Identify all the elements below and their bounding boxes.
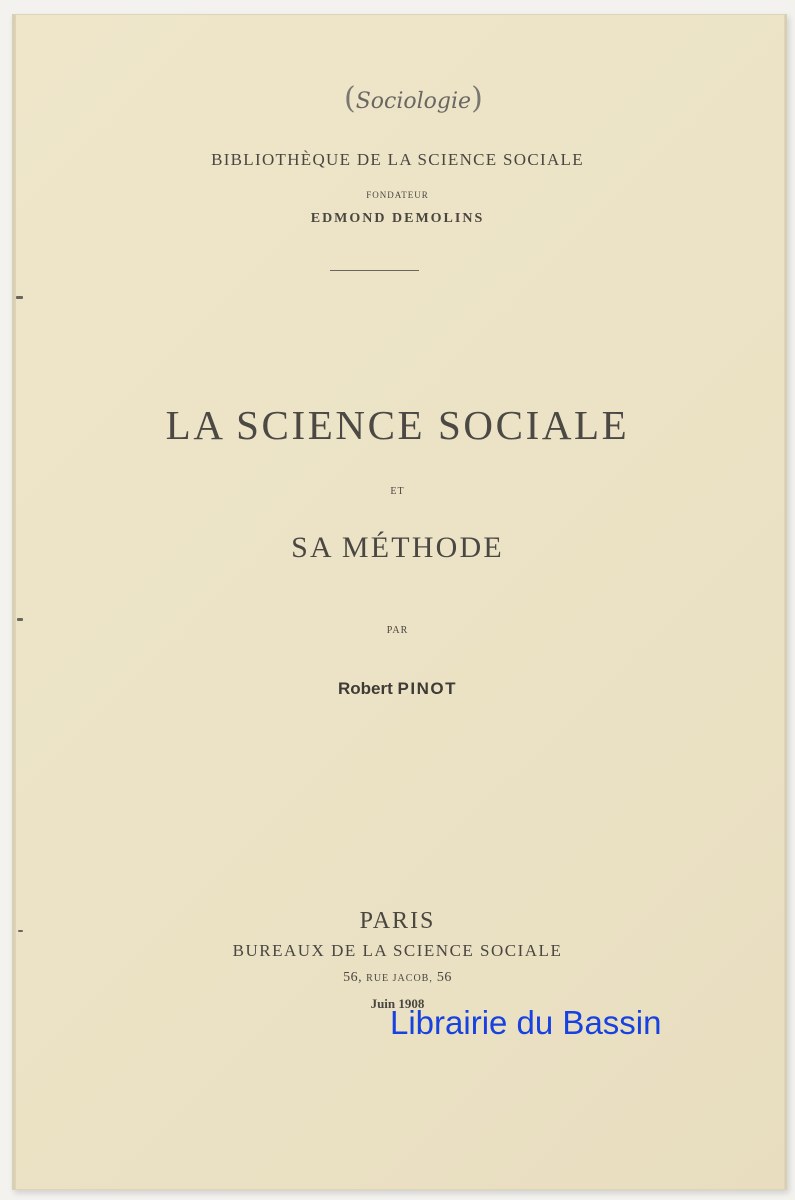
binding-mark [17,618,23,621]
watermark: Librairie du Bassin [390,1004,662,1041]
book-subtitle: SA MÉTHODE [291,531,504,564]
founder-name: EDMOND DEMOLINS [310,211,485,226]
publisher-address [0,970,795,986]
series-title: BIBLIOTHÈQUE DE LA SCIENCE SOCIALE [211,150,584,169]
author-name [0,679,795,699]
conjunction: ET [390,486,405,497]
address-number-right: 56 [436,970,452,985]
founder-label: FONDATEUR [366,190,429,200]
handwritten-note-text: Sociologie [355,89,472,114]
binding-mark [16,296,23,299]
handwritten-note: (Sociologie) [344,81,483,116]
book-title: LA SCIENCE SOCIALE [165,402,630,448]
by-label: PAR [386,625,409,636]
publisher: BUREAUX DE LA SCIENCE SOCIALE [232,941,563,960]
divider-rule [330,270,419,271]
author-first-name: Robert [338,679,393,698]
author-last-name: PINOT [397,679,457,698]
address-street: RUE JACOB, [366,973,433,984]
publication-city: PARIS [359,908,436,934]
publication-date: Juin 1908 [370,996,425,1011]
address-number-left: 56, [343,970,363,985]
